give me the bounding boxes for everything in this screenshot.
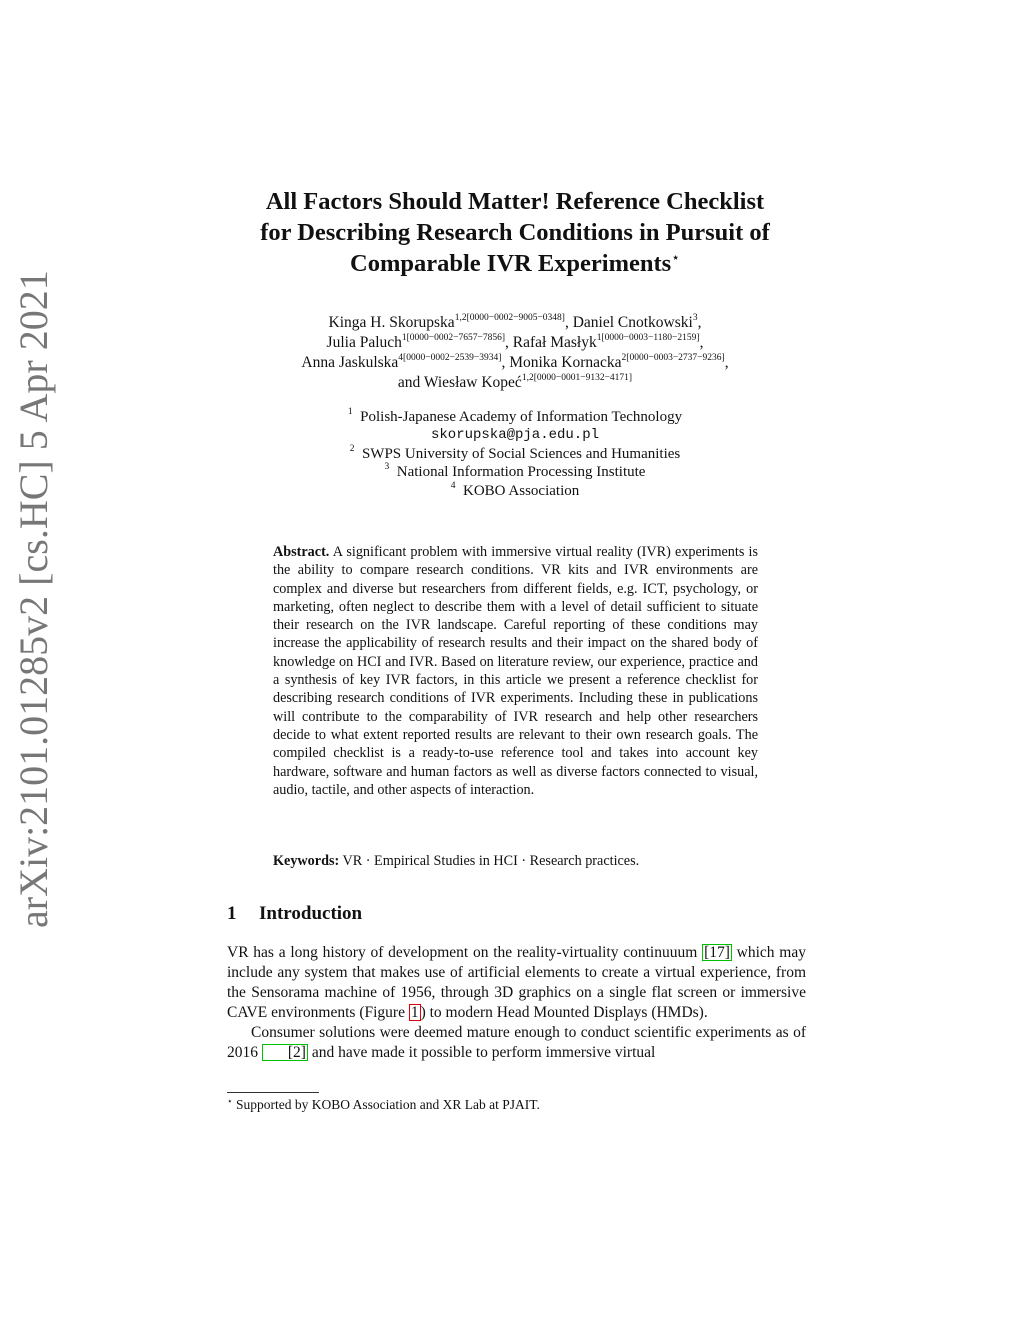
citation-link[interactable]: [2] [262,1044,308,1061]
abstract-text: A significant problem with immersive virtual reality (IVR) experiments is the ability to compare research conditions. VR kits and IVR environments are complex and diverse but researchers from different fields, e.g. ICT, psychology, or marketing, often neglect to describe them with a level of detail sufficient to situate their research on the IVR landscape. Careful reporting of these conditions may increase the applicability of research results and their impact on the shared body of knowledge on HCI and IVR. Based on literature review, our experience, practice and a synthesis of key IVR factors, in this article we present a reference checklist for describing research conditions of IVR experiments. Including these in publications will contribute to the comparability of IVR research and help other researchers decide to what extent reported results are relevant to their own research goals. The compiled checklist is a ready-to-use reference tool and takes into account key hardware, software and human factors as well as diverse factors connected to visual, audio, tactile, and other aspects of interaction. [273,544,758,798]
author-line: Anna Jaskulska$^{4[0000-0002-2539-3934]}$, Monika Kornacka$^{2[0000-0003-2737-9236]}$, [301,353,729,371]
footnote-mark: ⋆ [227,1096,233,1106]
paper-title [200,186,830,279]
affiliation [200,445,830,463]
author-name: Monika Kornacka [509,354,622,371]
title-line: for Describing Research Conditions in Pursuit of [260,219,770,246]
affiliation-name: National Information Processing Institute [396,464,646,481]
affiliation-name: SWPS University of Social Sciences and Humanities [361,445,681,462]
paragraph [227,943,806,1023]
contact-email[interactable]: skorupska@pja.edu.pl [430,427,600,444]
paragraph [227,1023,806,1063]
author-line [200,373,830,393]
arxiv-identifier-stamp: arXiv:2101.01285v2 [cs.HC] 5 Apr 2021 [11,270,56,928]
author-name: and Wiesław Kopeć [397,374,522,391]
abstract-heading: Abstract. [273,544,330,560]
author-orcid: 1[0000−0002−7657−7856] [401,333,506,343]
section-number: 1 [227,903,237,924]
body-text [227,943,806,1063]
citation-number: 17 [709,944,725,961]
affiliation [200,408,830,426]
affiliation-number: 1 [347,407,353,417]
author-orcid: 1,2[0000−0001−9132−4171] [521,373,633,383]
text-run: ) to modern Head Mounted Displays (HMDs). [420,1004,708,1021]
author-orcid: 4[0000−0002−2539−3934] [398,353,502,363]
author-orcid: 1,2[0000−0002−9005−0348] [454,313,565,323]
author-name: Daniel Cnotkowski [572,314,693,331]
footnote-text: Supported by KOBO Association and XR Lab at PJAIT. [236,1097,540,1112]
keywords-text: VR · Empirical Studies in HCI · Research practices. [342,853,640,869]
author-name: Anna Jaskulska [301,354,399,371]
title-line [200,248,830,279]
author-list [200,313,830,393]
title-text: Comparable IVR Experiments [350,250,672,277]
affiliation-number: 2 [349,443,355,454]
title-line: All Factors Should Matter! Reference Checklist [265,188,765,215]
affiliation-name: KOBO Association [463,482,580,499]
text-run: VR has a long history of development on the reality-virtuality continuuum [227,944,703,961]
affiliation-number: 3 [384,462,390,473]
affiliation-number: 4 [450,480,456,491]
figure-link[interactable]: 1 [410,1004,419,1021]
text-run: which may include any system that makes use of artificial elements to create a virtual experience, from the Sensorama machine of 1956, through 3D graphics on a single flat screen or immersive CAVE environments (Figure [227,944,806,1021]
text-run: and have made it possible to perform immersive virtual [307,1044,656,1061]
keywords [273,852,758,870]
author-line: Kinga H. Skorupska$^{1,2[0000-0002-9005-0348]}$, Daniel Cnotkowski$^3$, [328,313,702,331]
citation-number: 2 [293,1044,301,1061]
author-name: Rafał Masłyk [512,334,597,351]
affiliation-list [200,408,830,500]
affiliation [200,463,830,481]
section-heading [227,902,807,926]
author-affil: 3 [692,313,698,323]
affiliation [200,482,830,500]
footnote [227,1096,807,1113]
section-title: Introduction [259,903,363,924]
keywords-heading: Keywords: [273,853,340,869]
author-orcid: 2[0000−0003−2737−9236] [621,353,725,363]
abstract [273,543,758,799]
affiliation-name: Polish-Japanese Academy of Information Technology [360,409,683,425]
author-name: Julia Paluch [326,334,402,351]
author-orcid: 1[0000−0003−1180−2159] [596,333,700,343]
author-name: Kinga H. Skorupska [328,314,455,331]
text-run: Consumer solutions were deemed mature enough to conduct scientific experiments as of 2016 [227,1024,806,1061]
title-footnote-mark: ⋆ [671,251,680,266]
footnote-divider [227,1092,319,1093]
citation-link[interactable]: [17] [704,944,730,961]
author-line: Julia Paluch$^{1[0000-0002-7657-7856]}$, Rafał Masłyk$^{1[0000-0003-1180-2159]}$, [326,333,704,351]
